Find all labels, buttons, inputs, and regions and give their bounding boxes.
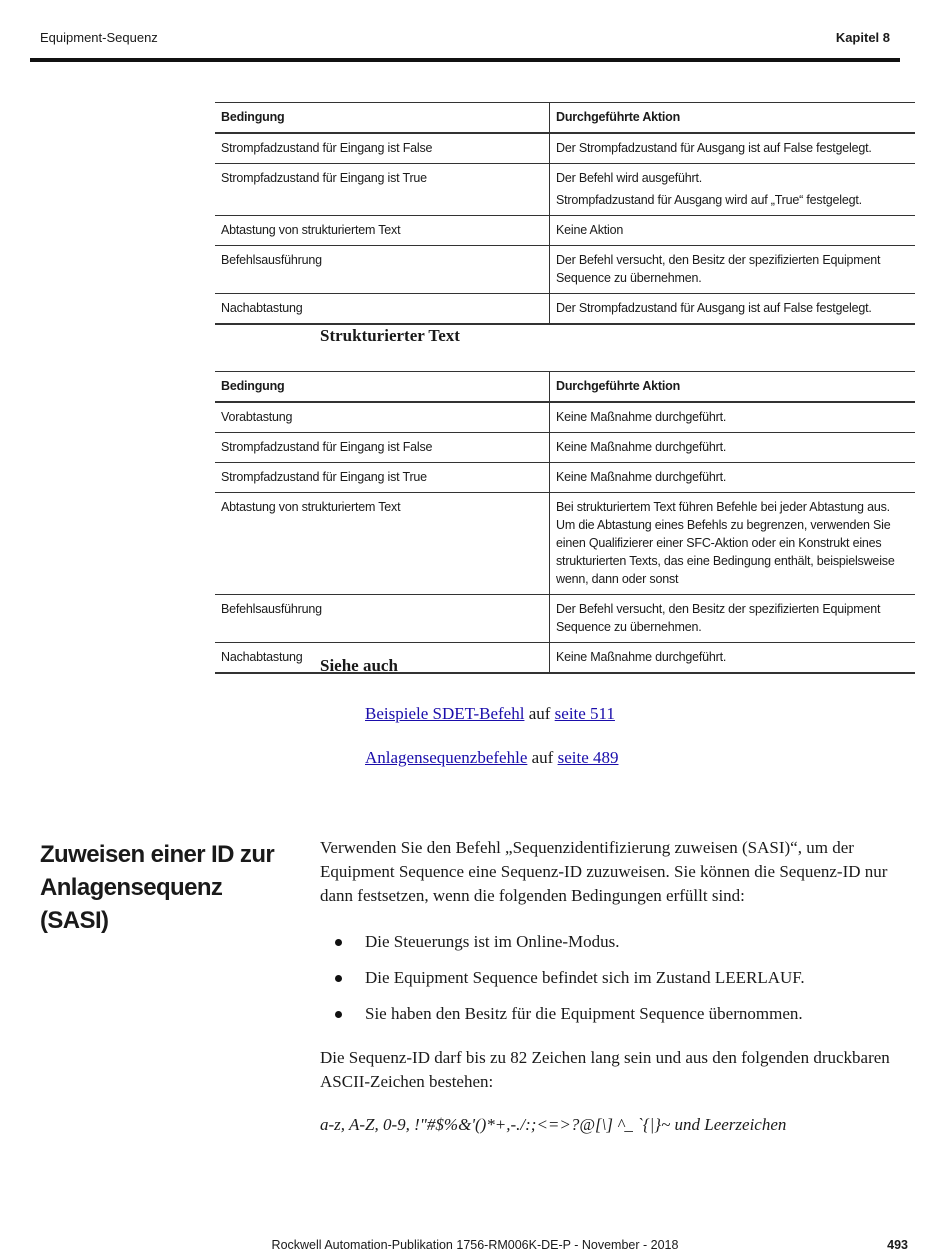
page-number: 493 bbox=[887, 1238, 908, 1252]
allowed-characters: a-z, A-Z, 0-9, !"#$%&'()*+,-./:;<=>?@[\] ^_ `{|}~ und Leerzeichen bbox=[320, 1115, 787, 1134]
condition-cell: Strompfadzustand für Eingang ist False bbox=[215, 133, 550, 164]
see-also-heading: Siehe auch bbox=[320, 656, 398, 675]
table-header-row bbox=[215, 103, 915, 134]
id-length-paragraph: Die Sequenz-ID darf bis zu 82 Zeichen lang sein und aus den folgenden druckbaren ASCII-Zeichen bestehen: bbox=[320, 1048, 890, 1091]
action-cell bbox=[550, 164, 916, 216]
condition-cell: Befehlsausführung bbox=[215, 246, 550, 294]
condition-cell: Abtastung von strukturiertem Text bbox=[215, 493, 550, 595]
table-row bbox=[215, 294, 915, 325]
column-header-condition: Bedingung bbox=[215, 372, 550, 403]
link-equipment-sequence-instructions[interactable]: Anlagensequenzbefehle bbox=[365, 748, 528, 767]
table-header-row bbox=[215, 372, 915, 403]
table-row bbox=[215, 164, 915, 216]
section-title bbox=[40, 838, 290, 937]
table-row bbox=[215, 133, 915, 164]
action-cell: Keine Maßnahme durchgeführt. bbox=[550, 643, 916, 674]
link-page-511[interactable]: seite 511 bbox=[554, 704, 615, 723]
table-row bbox=[215, 595, 915, 643]
condition-cell: Abtastung von strukturiertem Text bbox=[215, 216, 550, 246]
condition-table-structured-text bbox=[215, 371, 915, 674]
see-also-item bbox=[365, 704, 615, 724]
list-item: Die Equipment Sequence befindet sich im Zustand LEERLAUF. bbox=[320, 966, 910, 990]
table-row bbox=[215, 216, 915, 246]
column-header-action: Durchgeführte Aktion bbox=[550, 372, 916, 403]
action-cell: Der Strompfadzustand für Ausgang ist auf False festgelegt. bbox=[550, 294, 916, 325]
condition-cell: Vorabtastung bbox=[215, 402, 550, 433]
action-cell: Keine Maßnahme durchgeführt. bbox=[550, 402, 916, 433]
condition-cell: Strompfadzustand für Eingang ist True bbox=[215, 164, 550, 216]
section-title-line: Zuweisen einer ID zur bbox=[40, 841, 275, 868]
action-cell: Keine Maßnahme durchgeführt. bbox=[550, 433, 916, 463]
footer-publication: Rockwell Automation-Publikation 1756-RM006K-DE-P - November - 2018 bbox=[271, 1238, 679, 1252]
condition-cell: Nachabtastung bbox=[215, 294, 550, 325]
action-cell: Der Befehl versucht, den Besitz der spezifizierten Equipment Sequence zu übernehmen. bbox=[550, 246, 916, 294]
list-item: Sie haben den Besitz für die Equipment Sequence übernommen. bbox=[320, 1002, 910, 1026]
table-row bbox=[215, 433, 915, 463]
table-row bbox=[215, 402, 915, 433]
link-sdet-examples[interactable]: Beispiele SDET-Befehl bbox=[365, 704, 525, 723]
condition-cell: Befehlsausführung bbox=[215, 595, 550, 643]
column-header-action: Durchgeführte Aktion bbox=[550, 103, 916, 134]
link-connector: auf bbox=[527, 748, 558, 767]
running-header-section: Equipment-Sequenz bbox=[40, 30, 158, 45]
condition-cell: Strompfadzustand für Eingang ist True bbox=[215, 463, 550, 493]
action-line: Der Befehl wird ausgeführt. bbox=[556, 171, 703, 185]
table-row bbox=[215, 463, 915, 493]
list-item: Die Steuerungs ist im Online-Modus. bbox=[320, 930, 910, 954]
structured-text-heading: Strukturierter Text bbox=[320, 326, 460, 345]
condition-bullet-list bbox=[320, 930, 910, 1038]
running-header-chapter: Kapitel 8 bbox=[835, 30, 890, 45]
action-cell: Der Strompfadzustand für Ausgang ist auf False festgelegt. bbox=[550, 133, 916, 164]
condition-cell: Nachabtastung bbox=[215, 643, 550, 674]
column-header-condition: Bedingung bbox=[215, 103, 550, 134]
table-row bbox=[215, 493, 915, 595]
action-cell: Keine Aktion bbox=[550, 216, 916, 246]
action-cell: Bei strukturiertem Text führen Befehle bei jeder Abtastung aus. Um die Abtastung eines Befehls zu begrenzen, verwenden Sie einen Qualifizierer einer SFC-Aktion oder ein Konstrukt eines strukturierten Texts, das eine Bedingung enthält, beispielsweise wenn, dann oder sonst bbox=[550, 493, 916, 595]
link-connector: auf bbox=[524, 704, 555, 723]
action-line: Strompfadzustand für Ausgang wird auf „True“ festgelegt. bbox=[556, 193, 862, 207]
condition-cell: Strompfadzustand für Eingang ist False bbox=[215, 433, 550, 463]
action-cell: Der Befehl versucht, den Besitz der spezifizierten Equipment Sequence zu übernehmen. bbox=[550, 595, 916, 643]
section-title-line: Anlagensequenz (SASI) bbox=[40, 874, 223, 934]
header-divider bbox=[30, 58, 900, 62]
table-row bbox=[215, 246, 915, 294]
see-also-item bbox=[365, 748, 619, 768]
action-cell: Keine Maßnahme durchgeführt. bbox=[550, 463, 916, 493]
link-page-489[interactable]: seite 489 bbox=[557, 748, 619, 767]
condition-table-ladder bbox=[215, 102, 915, 325]
intro-paragraph: Verwenden Sie den Befehl „Sequenzidentifizierung zuweisen (SASI)“, um der Equipment Sequence eine Sequenz-ID zuzuweisen. Sie können die Sequenz-ID nur dann festsetzen, wenn die folgenden Bedingungen erfüllt sind: bbox=[320, 838, 888, 905]
